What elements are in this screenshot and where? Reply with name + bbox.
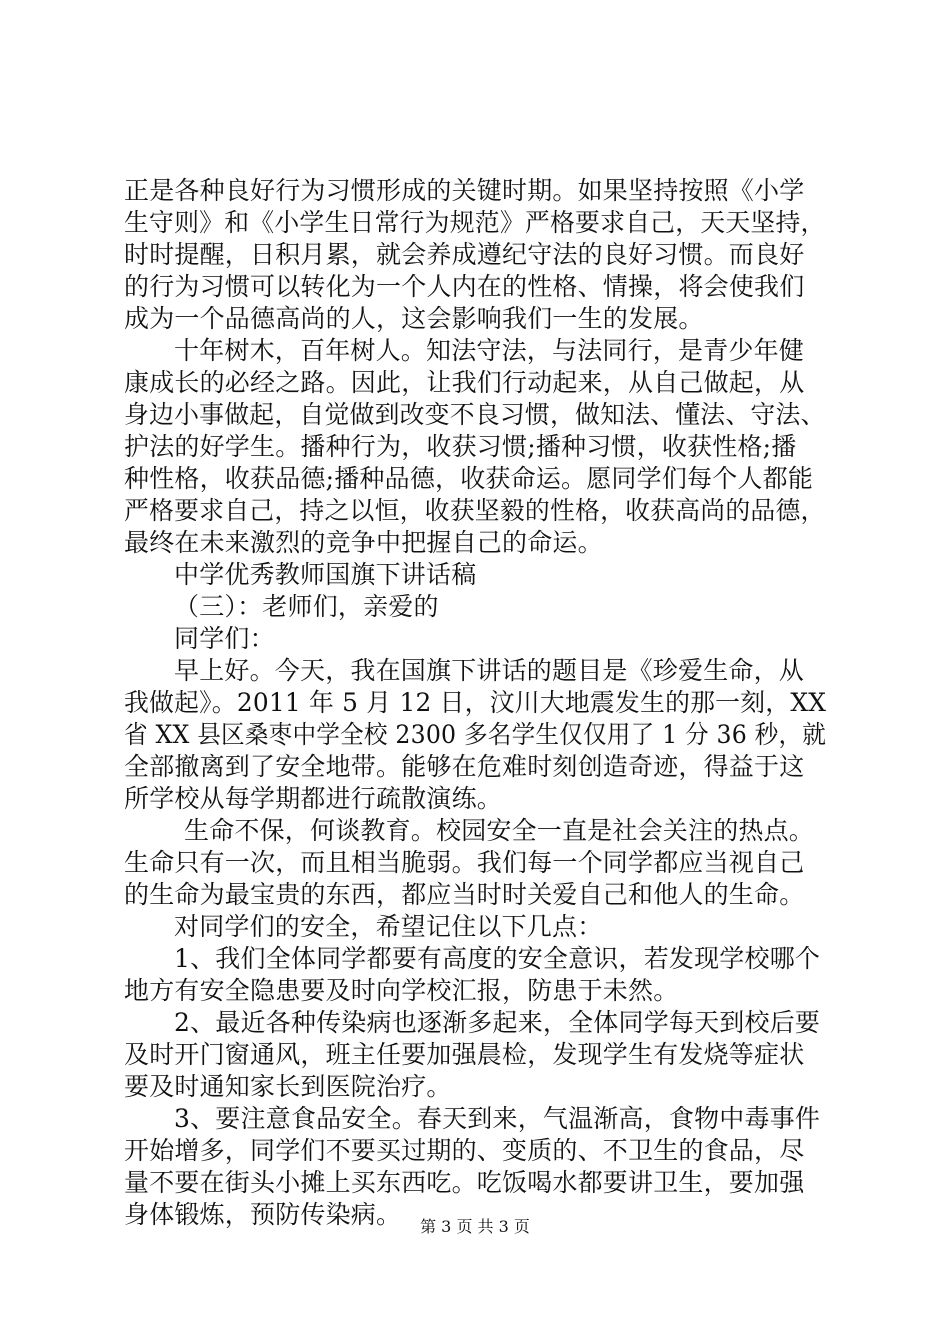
- text-line: 时时提醒，日积月累，就会养成遵纪守法的良好习惯。而良好: [124, 240, 805, 269]
- text-line: 生命不保，何谈教育。校园安全一直是社会关注的热点。: [184, 816, 815, 845]
- text-line: 生命只有一次，而且相当脆弱。我们每一个同学都应当视自己: [124, 848, 805, 877]
- text-line: 早上好。今天，我在国旗下讲话的题目是《珍爱生命，从: [174, 656, 805, 685]
- text-line: 严格要求自己，持之以恒，收获坚毅的性格，收获高尚的品德，: [124, 496, 826, 525]
- list-item: 1、我们全体同学都要有高度的安全意识，若发现学校哪个: [174, 944, 821, 973]
- salutation: 同学们：: [174, 624, 275, 653]
- text-line: 及时开门窗通风，班主任要加强晨检，发现学生有发烧等症状: [124, 1040, 805, 1069]
- text-line: 要及时通知家长到医院治疗。: [124, 1072, 452, 1101]
- text-line: 身边小事做起，自觉做到改变不良习惯，做知法、懂法、守法、: [124, 400, 826, 429]
- text-line: 的生命为最宝贵的东西，都应当时时关爱自己和他人的生命。: [124, 880, 805, 909]
- text-line: 量不要在街头小摊上买东西吃。吃饭喝水都要讲卫生，要加强: [124, 1168, 805, 1197]
- text-line: 对同学们的安全，希望记住以下几点：: [174, 912, 603, 941]
- text-line: 种性格，收获品德;播种品德，收获命运。愿同学们每个人都能: [124, 464, 814, 493]
- text-line: 康成长的必经之路。因此，让我们行动起来，从自己做起，从: [124, 368, 805, 397]
- text-line: 省 XX 县区桑枣中学全校 2300 多名学生仅仅用了 1 分 36 秒，就: [124, 720, 827, 749]
- text-line: 我做起》。2011 年 5 月 12 日，汶川大地震发生的那一刻，XX: [124, 688, 827, 717]
- page-footer: 第 3 页 共 3 页: [420, 1217, 530, 1236]
- text-line: 护法的好学生。播种行为，收获习惯;播种习惯，收获性格;播: [124, 432, 797, 461]
- text-line: 正是各种良好行为习惯形成的关键时期。如果坚持按照《小学: [124, 176, 805, 205]
- text-line: 开始增多，同学们不要买过期的、变质的、不卫生的食品，尽: [124, 1136, 805, 1165]
- list-item: 3、要注意食品安全。春天到来，气温渐高，食物中毒事件: [174, 1104, 821, 1133]
- section-heading: 中学优秀教师国旗下讲话稿: [174, 560, 477, 589]
- text-line: 全部撤离到了安全地带。能够在危难时刻创造奇迹，得益于这: [124, 752, 805, 781]
- text-line: 所学校从每学期都进行疏散演练。: [124, 784, 503, 813]
- text-line: 十年树木，百年树人。知法守法，与法同行，是青少年健: [174, 336, 805, 365]
- text-line: 身体锻炼，预防传染病。: [124, 1200, 402, 1229]
- text-line: 的行为习惯可以转化为一个人内在的性格、情操，将会使我们: [124, 272, 805, 301]
- text-line: 最终在未来激烈的竞争中把握自己的命运。: [124, 528, 603, 557]
- text-line: 成为一个品德高尚的人，这会影响我们一生的发展。: [124, 304, 704, 333]
- list-item: 2、最近各种传染病也逐渐多起来，全体同学每天到校后要: [174, 1008, 821, 1037]
- salutation: （三）：老师们，亲爱的: [174, 592, 439, 621]
- text-line: 地方有安全隐患要及时向学校汇报，防患于未然。: [124, 976, 679, 1005]
- text-line: 生守则》和《小学生日常行为规范》严格要求自己，天天坚持，: [124, 208, 826, 237]
